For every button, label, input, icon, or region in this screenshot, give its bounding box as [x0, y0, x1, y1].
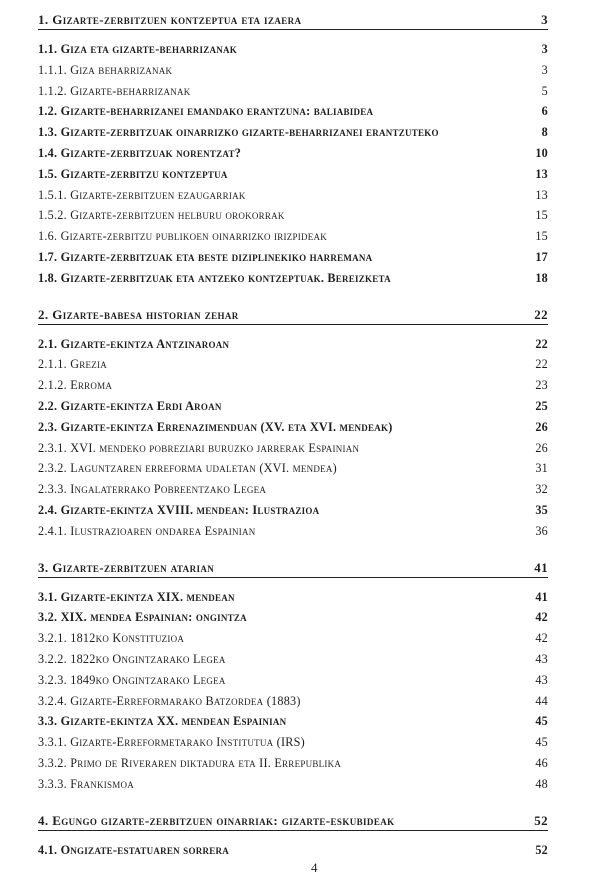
toc-entry-title: 1.5. Gizarte-zerbitzu kontzeptua: [38, 166, 228, 181]
toc-entry-title: 2.1.1. Grezia: [38, 357, 108, 372]
toc-entry-page-number: 3: [541, 12, 548, 27]
toc-entry-page-number: 52: [535, 842, 548, 857]
toc-entry-page-number: 26: [535, 419, 548, 434]
toc-entry: [38, 334, 548, 355]
toc-entry: [38, 247, 548, 268]
toc-entry-title: 1.6. Gizarte-zerbitzu publikoen oinarrizko irizpideak: [38, 229, 328, 244]
toc-entry-page-number: 52: [534, 812, 548, 828]
toc-entry: [38, 81, 548, 102]
toc-section-heading: [38, 11, 548, 30]
toc-entry-page-number: 8: [541, 125, 548, 140]
toc-entry-page-number: 46: [535, 755, 548, 770]
toc-entry-title: 1.1.2. Gizarte-beharrizanak: [38, 83, 191, 98]
toc-entry-page-number: 41: [534, 559, 548, 575]
toc-entry-title: 1.5.2. Gizarte-zerbitzuen helburu orokorrak: [38, 208, 285, 223]
toc-entry-title: 1.1. Giza eta gizarte-beharrizanak: [38, 42, 238, 56]
toc-section-heading: [38, 812, 548, 831]
toc-entry-page-number: 22: [535, 336, 548, 351]
toc-entry-page-number: 15: [535, 229, 548, 244]
toc-entry-title: 4.1. Ongizate-estatuaren sorrera: [38, 842, 229, 857]
toc-entry-page-number: 22: [534, 306, 548, 322]
toc-entry: [38, 185, 548, 206]
toc-entry: [38, 521, 548, 542]
toc-entry-page-number: 3: [541, 62, 548, 77]
toc-entry-page-number: 22: [535, 357, 548, 372]
toc-entry: [38, 396, 548, 417]
toc-entry: [38, 39, 548, 60]
toc-entry-title: 2.3.1. XVI. mendeko pobreziari buruzko jarrerak Espainian: [38, 440, 360, 455]
toc-entry: [38, 840, 548, 861]
toc-entry-title: 3.2. XIX. mendea Espainian: ongintza: [38, 610, 247, 625]
toc-entry-page-number: 17: [535, 249, 548, 264]
toc-entry: [38, 732, 548, 753]
toc-entry-page-number: 26: [535, 440, 548, 455]
toc-entry: [38, 500, 548, 521]
toc-entry-title: 2.3.3. Ingalaterrako Pobreentzako Legea: [38, 482, 267, 497]
table-of-contents: [38, 11, 548, 860]
toc-entry-page-number: 41: [535, 589, 548, 604]
toc-entry: [38, 143, 548, 164]
toc-entry: [38, 607, 548, 628]
toc-entry-title: 2.4.1. Ilustrazioaren ondarea Espainian: [38, 523, 256, 538]
toc-entry: [38, 375, 548, 396]
toc-entry-page-number: 45: [535, 714, 548, 729]
toc-entry: [38, 649, 548, 670]
toc-entry-title: 3.3. Gizarte-ekintza XX. mendean Espainian: [38, 714, 287, 729]
toc-entry-title: 2.2. Gizarte-ekintza Erdi Aroan: [38, 398, 222, 413]
toc-entry: [38, 226, 548, 247]
toc-entry-title: 1.7. Gizarte-zerbitzuak eta beste diziplinekiko harremana: [38, 249, 373, 264]
toc-entry-title: 1.8. Gizarte-zerbitzuak eta antzeko kontzeptuak. Bereizketa: [38, 270, 391, 285]
toc-entry-title: 3.3.2. Primo de Riveraren diktadura eta II. Errepublika: [38, 755, 342, 770]
toc-entry-title: 2.3. Gizarte-ekintza Errenazimenduan (XV. eta XVI. mendeak): [38, 419, 393, 434]
toc-entry: [38, 164, 548, 185]
toc-entry-title: 1.4. Gizarte-zerbitzuak norentzat?: [38, 145, 242, 160]
toc-entry: [38, 711, 548, 732]
toc-entry-page-number: 35: [535, 502, 548, 517]
toc-entry-page-number: 15: [535, 208, 548, 223]
toc-entry-page-number: 18: [535, 270, 548, 285]
toc-section-heading: [38, 559, 548, 578]
toc-entry-page-number: 13: [535, 187, 548, 202]
toc-entry-title: 1. Gizarte-zerbitzuen kontzeptua eta izaera: [38, 12, 302, 27]
toc-entry-title: 3.1. Gizarte-ekintza XIX. mendean: [38, 589, 235, 604]
toc-entry-title: 2.1.2. Erroma: [38, 378, 113, 393]
toc-entry-page-number: 25: [535, 398, 548, 413]
toc-entry-page-number: 3: [541, 42, 548, 56]
toc-entry: [38, 354, 548, 375]
toc-entry-page-number: 31: [535, 461, 548, 476]
toc-entry: [38, 628, 548, 649]
toc-entry: [38, 417, 548, 438]
toc-entry-page-number: 10: [535, 145, 548, 160]
toc-entry-title: 1.3. Gizarte-zerbitzuak oinarrizko gizarte-beharrizanei erantzuteko: [38, 125, 439, 140]
toc-entry: [38, 479, 548, 500]
footer-page-number: 4: [311, 860, 318, 875]
toc-entry: [38, 587, 548, 608]
toc-entry-title: 4. Egungo gizarte-zerbitzuen oinarriak: gizarte-eskubideak: [38, 812, 395, 828]
toc-entry-title: 3.3.3. Frankismoa: [38, 776, 135, 791]
toc-entry-page-number: 43: [535, 672, 548, 687]
toc-entry-page-number: 6: [541, 104, 548, 119]
toc-entry: [38, 691, 548, 712]
toc-entry-page-number: 42: [535, 631, 548, 646]
toc-entry-page-number: 44: [535, 693, 548, 708]
toc-entry: [38, 101, 548, 122]
toc-entry-page-number: 23: [535, 378, 548, 393]
toc-entry-page-number: 5: [541, 83, 548, 98]
toc-entry-title: 3. Gizarte-zerbitzuen atarian: [38, 559, 215, 575]
toc-entry-page-number: 42: [535, 610, 548, 625]
toc-entry-page-number: 43: [535, 651, 548, 666]
toc-entry-title: 3.2.1. 1812ko Konstituzioa: [38, 631, 185, 646]
toc-entry-title: 3.2.2. 1822ko Ongintzarako Legea: [38, 651, 226, 666]
toc-entry-title: 2.3.2. Laguntzaren erreforma udaletan (XVI. mendea): [38, 461, 337, 476]
toc-entry-page-number: 48: [535, 776, 548, 791]
toc-section-heading: [38, 306, 548, 325]
toc-entry-title: 1.5.1. Gizarte-zerbitzuen ezaugarriak: [38, 187, 246, 202]
toc-entry-page-number: 13: [535, 166, 548, 181]
toc-entry: [38, 753, 548, 774]
toc-entry-title: 2.1. Gizarte-ekintza Antzinaroan: [38, 336, 230, 351]
toc-entry-title: 1.1.1. Giza beharrizanak: [38, 62, 173, 77]
toc-entry: [38, 458, 548, 479]
toc-entry: [38, 60, 548, 81]
toc-entry: [38, 774, 548, 795]
toc-entry-title: 2. Gizarte-babesa historian zehar: [38, 306, 239, 322]
toc-entry-page-number: 36: [535, 523, 548, 538]
toc-entry-page-number: 45: [535, 735, 548, 750]
toc-entry-title: 3.2.4. Gizarte-Erreformarako Batzordea (1883): [38, 693, 301, 708]
toc-entry: [38, 670, 548, 691]
toc-entry: [38, 268, 548, 289]
toc-entry-page-number: 32: [535, 482, 548, 497]
toc-entry-title: 2.4. Gizarte-ekintza XVIII. mendean: Ilustrazioa: [38, 502, 320, 517]
toc-entry-title: 1.2. Gizarte-beharrizanei emandako erantzuna: baliabidea: [38, 104, 374, 119]
toc-entry: [38, 438, 548, 459]
toc-entry-title: 3.2.3. 1849ko Ongintzarako Legea: [38, 672, 226, 687]
toc-entry-title: 3.3.1. Gizarte-Erreformetarako Institutua (IRS): [38, 735, 305, 750]
toc-entry: [38, 205, 548, 226]
toc-entry: [38, 122, 548, 143]
